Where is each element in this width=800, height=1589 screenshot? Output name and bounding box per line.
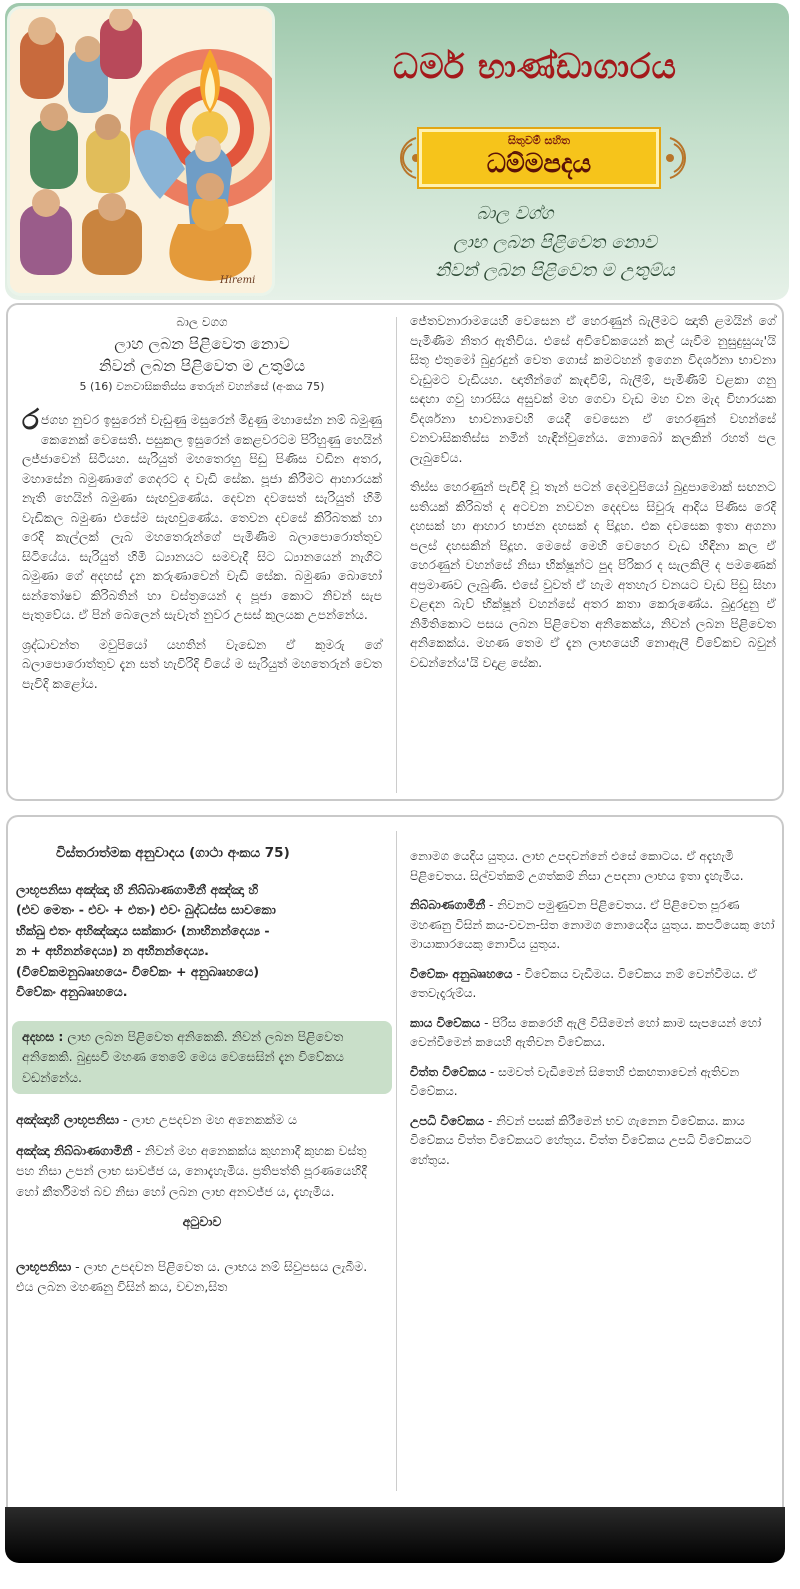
- lotus-ornament-icon: [392, 134, 420, 182]
- glossary-entry: අඤ්ඤා නිබ්බාණගාමිනී - නිවන් මහ අනෙකක්ය කුහනාදී කුහක වස්තු පහ නිසා උපන් ලාභ සාවජ්ජ ය, නොදැහැමිය. ප්‍රතිපත්ති පූරණයෙහිදී හෝ කීර්තිමත් බව නිසා හෝ ලබන ලාභ අනවජ්ජ ය, දැහැමිය.: [16, 1142, 367, 1199]
- story-paragraph: ශ්‍රද්ධාවන්ත මවුපියෝ යහතින් වැඩෙන ඒ කුමරු ගේ බලාපොරොත්තුව දැන සත් හැවිරිදි වියේ ම සැරියුත් මහතෙරුන් වෙත පැවිදි කළෝය.: [22, 636, 382, 691]
- meaning-box: [12, 1021, 392, 1095]
- section-title: විස්තරාත්මක අනුවාදය (ගාථා අංකය 75): [56, 845, 290, 861]
- banner-title: ධම්මපදය: [486, 149, 592, 179]
- pali-line: විවේකං අනුබ්‍රූහයෙ.: [16, 984, 128, 999]
- story-paragraph: ජේතවනාරාමයෙහි වෙසෙන ඒ හෙරණුන් බැලීමට ඤාති ළමයින් ගේ පැමිණීම නිතර ඇතිවිය. එසේ අවිවේකයෙන් කල් යැවීම නුසුදුසුයැ'යි සිතූ එතුමෝ බුදුරදුන් වෙත ගොස් කමටහන් ඉගෙන විදර්ශනා භාවනා වැඩුමට වැඩියහ. ඥාතීන්ගේ කැඳවීම්, බැලීම්, පැමිණීම් වළකා ගනු සඳහා ගවු හාරසිය අසුවක් මහ ගෙවා වැඩ මහ වන මැද විහාරයක විදර්ශනා භාවනාවෙහි යෙදී වෙසෙන ඒ හෙරණුන් වහන්සේ වනවාසිකතිස්ස නමින් හැඳින්වුනේය. නොබෝ කලකින් රහත් පල ලැබුවේය.: [410, 313, 776, 465]
- lotus-ornament-icon: [666, 134, 694, 182]
- banner-subtitle: සිතුවම් සහිත: [508, 134, 570, 147]
- pali-line: (විවේකමනුබ්‍රූහයෙ- විවේකං + අනුබ්‍රූහයෙ): [16, 963, 260, 979]
- story-right-column: [410, 311, 776, 682]
- pali-line: භික්ඛු එතං අභිඤ්ඤාය සක්කාරං (නාභිනන්දෙය්‍ය -: [16, 922, 270, 938]
- commentary-panel: [6, 815, 784, 1509]
- monk-meditation-painting: [10, 9, 272, 293]
- pali-line: (එව මෙතං - එවං + එතං) එවං බුද්ධස්ස සාවකො: [16, 902, 276, 917]
- glossary-entry: චිත්ත විවේකය - සමවත් වැඩීමෙන් සිතෙහි එකඟතාවෙන් ඇතිවන විවේකය.: [410, 1064, 740, 1098]
- commentary-left-column: [16, 843, 388, 1308]
- glossary-entry: නිබ්බාණගාමිනී - නිවනට පමුණුවන පිළිවෙතය. ඒ පිළිවෙත පූරණ මහණනු විසින් කය-වචන-සිත නොමග නොයෙදිය යුතුය. කපටියෙකු හෝ මායාකාරයෙකු නොවිය යුතුය.: [410, 898, 775, 951]
- glossary-entry: උපධි විවේකය - නිවන් පසක් කිරීමෙන් භව ගැනෙන විවේකය. කාය විවේකය චිත්ත විවේකයට හේතුය. චිත්ත විවේකය උපධි විවේකයට හේතුය.: [410, 1113, 752, 1167]
- story-title: නිවන් ලබන පිළිවෙත ම උතුම්ය: [99, 356, 305, 375]
- dhammapada-banner: [419, 129, 659, 187]
- column-divider: [396, 317, 397, 793]
- dhammapada-illustration: [7, 6, 275, 296]
- drop-cap: ර: [22, 403, 39, 436]
- header-subtitle-line: ලාභ ලබන පිළිවෙත නොව: [453, 232, 657, 253]
- svg-text:Hiremi: Hiremi: [220, 275, 256, 286]
- site-title: ධර්ම භාණ්ඩාගාරය: [393, 47, 677, 87]
- glossary-entry: ලාභූපනිසා - ලාභ උපදවන පිළිවෙත ය. ලාභය නම් සිවුපසය ලැබීම. එය ලබන මහණනු විසින් කය, වචන,සිත: [16, 1258, 368, 1294]
- story-paragraph: රජගහ නුවර ඉසුරෙන් වැඩුණු මසුරෙන් මිදුණු මහාසේන නම් බමුණු කෙනෙක් වෙසෙති. පසුකල ඉසුරෙන් කෙළවරටම පිරිහුණු හෙයින් ලජ්ජාවෙන් සිටියහ. සැරියුත් මහතෙරහු පිඩු පිණිස වඩින අතර, මහාසේන බමුණාගේ ගෙදරට ද වැඩි සේක. පූජා කිරීමට ආහාරයක් නැති හෙයින් බමුණා සැඟවුණේය. දෙවන දවසෙත් සැරියුත් හිමි වැඩිකල බමුණා එසේම සැඟවුණේය. තෙවන දවසේ කිරිබතක් හා රෙදි කැල්ලක් ලැබ මහතෙරුන්ගේ පැමිණීම බලාපොරොත්තුව සිටියේය. සැරියුත් හිමි ධ්‍යානයට සමවැදී සිට ධ්‍යානයෙන් නැගිට බමුණා ගේ අදහස් දැන කරුණාවෙන් වැඩි සේක. බමුණා බොහෝ සන්තෝෂව කිරිබතින් හා වස්ත්‍රයෙන් ද පූජා කොට නිවන් සැප පැතුවේය. ඒ පින් බෙලෙන් සැවැත් නුවර උසස් කුලයක උපන්නේය.: [22, 403, 382, 622]
- commentary-right-column: [410, 847, 780, 1180]
- story-left-column: [22, 313, 382, 703]
- story-reference: 5 (16) වනවාසිකතිස්ස තෙරුන් වහන්සේ (අංකය 75): [79, 379, 325, 393]
- glossary-entry: අඤ්ඤාහි ලාභූපනිසා - ලාභ උපදවන මහ අනෙකක්ම ය: [16, 1112, 298, 1127]
- meaning-text: ලාභ ලබන පිළිවෙත අනිකෙකි. නිවන් ලබන පිළිවෙත අනිකෙකි. බුදුසවි මහණ තෙමේ මෙය වෙසෙසින් දැන විවේකය වඩන්නේය.: [22, 1028, 344, 1085]
- pali-line: න + අභිනන්දෙය්‍ය) න අභිනන්දෙය්‍ය.: [16, 943, 209, 958]
- story-title: ලාහ ලබන පිළිවෙත නොව: [114, 334, 290, 353]
- glossary-entry: කාය විවේකය - පිරිස කෙරෙහි ඇලී විසීමෙන් හෝ කාම සැපයෙන් හෝ වෙන්වීමෙන් කයෙහි ඇතිවන විවේකය.: [410, 1015, 762, 1049]
- header-banner: [5, 3, 789, 300]
- header-vagga: බාල වග්ග: [476, 203, 554, 224]
- book-banner: [398, 129, 688, 191]
- story-vagga: බාල වගග: [176, 315, 228, 329]
- column-divider: [396, 831, 397, 1491]
- meaning-label: අදහස :: [22, 1028, 64, 1044]
- header-subtitle-line: නිවන් ලබන පිළිවෙත ම උතුම්ය: [435, 260, 675, 281]
- footer-bar: [5, 1507, 785, 1563]
- glossary-entry: නොමග යෙදිය යුතුය. ලාභ උපදවන්නේ එසේ කොටය. ඒ අදැහැමි පිළිවෙතය. සිල්වත්කම් උගත්කම් නිසා උපදනා ලාභය ඉතා දැහැමිය.: [410, 849, 744, 883]
- story-panel: [6, 303, 784, 801]
- pali-line: ලාභූපනිසා අඤ්ඤා හි නිබ්බාණගාමිනී අඤ්ඤා හි: [16, 881, 259, 897]
- pali-verse: [16, 880, 388, 1003]
- glossary-entry: විවේකං අනුබ්‍රූහයෙ - විවේකය වැඩීමය. විවේකය නම් වෙන්වීමය. ඒ තෙවැදෑරුම්ය.: [410, 966, 757, 1000]
- atthakatha-title: අටුවාව: [182, 1214, 222, 1229]
- story-paragraph: තිස්ස හෙරණුන් පැවිදි වූ තැන් පටන් දෙමවුපියෝ බුදුපාමොක් සඟනට සතියක් කිරිබත් ද අටවන නවවන දෙදවස සිවුරු ආදිය පිණිස රෙදි දහසක් හා ආහාර භාජන දහසක් ද පිදූහ. එක දවසෙක ඉතා අගනා පලස් දහසකින් පිදූහ. මෙසේ මෙහි වෙහෙර වැඩ හිඳිනා කල ඒ හෙරණුන් වහන්සේ නිසා භික්ෂූන්ට පුද පිරිකර ද සැලකිලි ද පමණෙක් අප්‍රමාණව ලැබුණි. එසේ වුවත් ඒ හැම අතහැර වනයට වැඩ පිඩු සිහා වළඳන බැව් භික්ෂූන් වහන්සේ අතර කතා කෙරුණේය. බුදුරදුනු ඒ නිමිතිකොට පසය ලබන පිළිවෙත අනිකෙක්ය, නිවන් ලබන පිළිවෙත අනිකෙක්ය. මහණ තෙම ඒ දැන ලාභයෙහි නොඇලී විවේකව බවුන් වඩන්නේය'යි වදාළ සේක.: [410, 479, 776, 670]
